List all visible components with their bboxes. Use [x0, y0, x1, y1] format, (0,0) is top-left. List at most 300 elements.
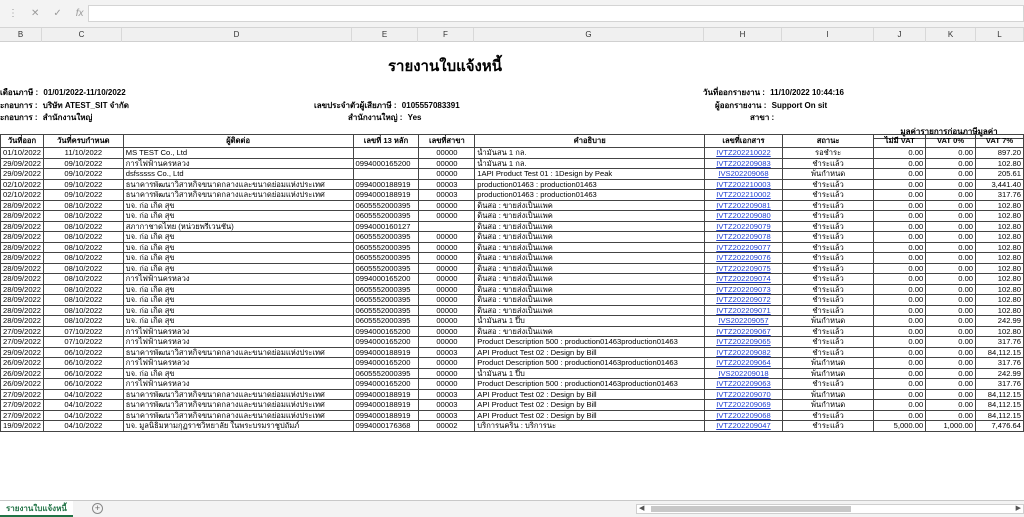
- cell-due-date: 08/10/2022: [44, 284, 124, 295]
- cell-vat0: 0.00: [926, 326, 976, 337]
- cell-contact: dsfsssss Co., Ltd: [123, 169, 353, 180]
- table-row[interactable]: [1, 337, 1024, 348]
- column-header-h[interactable]: H: [704, 28, 782, 42]
- cell-status: พ้นกำหนด: [782, 400, 873, 411]
- cell-branch-no: 00003: [419, 410, 475, 421]
- cell-issue-date: 29/09/2022: [1, 158, 44, 169]
- cell-due-date: 09/10/2022: [44, 179, 124, 190]
- table-row[interactable]: [1, 148, 1024, 159]
- cell-branch-no: 00000: [419, 358, 475, 369]
- table-row[interactable]: [1, 368, 1024, 379]
- cell-vat7: 102.80: [976, 274, 1024, 285]
- cell-issue-date: 28/09/2022: [1, 211, 44, 222]
- cell-description: ดินสอ : ขายส่งเป็นแพค: [475, 305, 705, 316]
- issue-date-row: [703, 86, 844, 99]
- cell-no-vat: 0.00: [874, 158, 926, 169]
- cell-due-date: 04/10/2022: [44, 400, 124, 411]
- cell-vat0: 0.00: [926, 410, 976, 421]
- table-row[interactable]: [1, 316, 1024, 327]
- cell-issue-date: 27/09/2022: [1, 400, 44, 411]
- cell-tax-id: 0994000176368: [353, 421, 419, 432]
- issue-date-value: 11/10/2022 10:44:16: [770, 88, 844, 97]
- cell-due-date: 06/10/2022: [44, 358, 124, 369]
- cell-status: ชำระแล้ว: [782, 326, 873, 337]
- cell-contact: บจ. ก่อ เกิด สุข: [123, 253, 353, 264]
- cell-description: production01463 : production01463: [475, 179, 705, 190]
- cell-no-vat: 0.00: [874, 190, 926, 201]
- table-body: [1, 148, 1024, 432]
- table-row[interactable]: [1, 400, 1024, 411]
- header-vat7[interactable]: VAT 7%: [976, 135, 1024, 148]
- cell-no-vat: 0.00: [874, 169, 926, 180]
- cell-description: ดินสอ : ขายส่งเป็นแพค: [475, 274, 705, 285]
- cell-contact: บจ. ก่อ เกิด สุข: [123, 211, 353, 222]
- cell-vat7: 102.80: [976, 326, 1024, 337]
- cell-vat0: 0.00: [926, 284, 976, 295]
- cell-doc-no[interactable]: IVTZ202209047: [705, 421, 783, 432]
- cell-branch-no: 00003: [419, 389, 475, 400]
- branch2-label: สาขา :: [750, 113, 775, 122]
- branch-label: ะกอบการ :: [0, 113, 38, 122]
- cell-vat7: 242.99: [976, 316, 1024, 327]
- cell-vat7: 7,476.64: [976, 421, 1024, 432]
- cell-no-vat: 0.00: [874, 389, 926, 400]
- header-branch-no[interactable]: เลขที่สาขา: [419, 135, 475, 148]
- cell-due-date: 08/10/2022: [44, 232, 124, 243]
- cell-tax-id: 0605552000395: [353, 284, 419, 295]
- cell-vat7: 102.80: [976, 242, 1024, 253]
- cell-branch-no: 00003: [419, 400, 475, 411]
- scrollbar-thumb[interactable]: [651, 506, 851, 512]
- cell-vat0: 0.00: [926, 211, 976, 222]
- table-row[interactable]: [1, 179, 1024, 190]
- cell-contact: บจ. ก่อ เกิด สุข: [123, 200, 353, 211]
- cell-status: ชำระแล้ว: [782, 211, 873, 222]
- hq-value: Yes: [407, 113, 422, 122]
- cell-vat0: 0.00: [926, 148, 976, 159]
- column-header-b[interactable]: B: [0, 28, 42, 42]
- cell-doc-no[interactable]: IVTZ202210003: [705, 179, 783, 190]
- table-row[interactable]: [1, 158, 1024, 169]
- cell-description: API Product Test 02 : Design by Bill: [475, 400, 705, 411]
- cell-contact: ธนาคารพัฒนาวิสาหกิจขนาดกลางและขนาดย่อมแห่งประเทศ: [123, 179, 353, 190]
- cell-doc-no[interactable]: IVS202209057: [705, 316, 783, 327]
- cell-vat7: 897.20: [976, 148, 1024, 159]
- cell-tax-id: 0994000165200: [353, 379, 419, 390]
- cell-no-vat: 0.00: [874, 221, 926, 232]
- cell-contact: MS TEST Co., Ltd: [123, 148, 353, 159]
- cell-description: API Product Test 02 : Design by Bill: [475, 347, 705, 358]
- table-row[interactable]: [1, 169, 1024, 180]
- cell-doc-no[interactable]: IVTZ202209069: [705, 400, 783, 411]
- cell-issue-date: 27/09/2022: [1, 337, 44, 348]
- formula-controls: [0, 5, 86, 22]
- cell-contact: การไฟฟ้านครหลวง: [123, 326, 353, 337]
- cell-tax-id: 0994000188919: [353, 179, 419, 190]
- cell-due-date: 07/10/2022: [44, 337, 124, 348]
- cell-tax-id: 0994000188919: [353, 400, 419, 411]
- cell-due-date: 08/10/2022: [44, 316, 124, 327]
- cell-due-date: 04/10/2022: [44, 389, 124, 400]
- cell-vat7: 102.80: [976, 200, 1024, 211]
- cancel-icon[interactable]: ✕: [31, 8, 40, 19]
- cell-description: ดินสอ : ขายส่งเป็นแพค: [475, 200, 705, 211]
- header-due-date[interactable]: วันที่ครบกำหนด: [44, 135, 124, 148]
- header-tax-id[interactable]: เลขที่ 13 หลัก: [353, 135, 419, 148]
- cell-doc-no[interactable]: IVTZ202209071: [705, 305, 783, 316]
- table-row[interactable]: [1, 284, 1024, 295]
- branch-row: [0, 111, 92, 124]
- cell-status: ชำระแล้ว: [782, 253, 873, 264]
- invoice-table: [0, 134, 1024, 432]
- table-row[interactable]: [1, 410, 1024, 421]
- fx-icon[interactable]: fx: [75, 8, 84, 19]
- cell-branch-no: 00000: [419, 232, 475, 243]
- cell-description: Product Description 500 : production01463production01463: [475, 379, 705, 390]
- cell-due-date: 11/10/2022: [44, 148, 124, 159]
- cell-branch-no: 00000: [419, 284, 475, 295]
- cell-due-date: 08/10/2022: [44, 263, 124, 274]
- cell-doc-no[interactable]: IVTZ202209080: [705, 211, 783, 222]
- report-title: รายงานใบแจ้งหนี้: [387, 58, 503, 75]
- cell-description: ดินสอ : ขายส่งเป็นแพค: [475, 253, 705, 264]
- cell-due-date: 09/10/2022: [44, 190, 124, 201]
- cell-tax-id: 0605552000395: [353, 305, 419, 316]
- cell-doc-no[interactable]: IVTZ202209064: [705, 358, 783, 369]
- cell-doc-no[interactable]: IVTZ202209067: [705, 326, 783, 337]
- header-issue-date[interactable]: วันที่ออก: [1, 135, 44, 148]
- cell-due-date: 04/10/2022: [44, 421, 124, 432]
- cell-vat7: 102.80: [976, 253, 1024, 264]
- cell-doc-no[interactable]: IVTZ202209083: [705, 158, 783, 169]
- cell-doc-no[interactable]: IVTZ202209063: [705, 379, 783, 390]
- cell-branch-no: 00000: [419, 148, 475, 159]
- cell-due-date: 06/10/2022: [44, 379, 124, 390]
- cell-vat7: 102.80: [976, 305, 1024, 316]
- cell-vat7: 84,112.15: [976, 389, 1024, 400]
- cell-vat0: 0.00: [926, 158, 976, 169]
- column-header-g[interactable]: G: [474, 28, 704, 42]
- header-doc-no[interactable]: เลขที่เอกสาร: [705, 135, 783, 148]
- cell-issue-date: 19/09/2022: [1, 421, 44, 432]
- cell-due-date: 09/10/2022: [44, 158, 124, 169]
- cell-contact: การไฟฟ้านครหลวง: [123, 158, 353, 169]
- cell-vat0: 0.00: [926, 316, 976, 327]
- table-header-row: [1, 135, 1024, 148]
- cell-description: ดินสอ : ขายส่งเป็นแพค: [475, 232, 705, 243]
- cell-no-vat: 0.00: [874, 200, 926, 211]
- hq-label: สำนักงานใหญ่ :: [348, 113, 403, 122]
- cell-issue-date: 28/09/2022: [1, 274, 44, 285]
- cell-description: 1API Product Test 01 : 1Design by Peak: [475, 169, 705, 180]
- hq-row: [348, 111, 421, 124]
- period-value: 01/01/2022-11/10/2022: [43, 88, 126, 97]
- cell-issue-date: 02/10/2022: [1, 190, 44, 201]
- cell-no-vat: 0.00: [874, 242, 926, 253]
- cell-doc-no[interactable]: IVS202209018: [705, 368, 783, 379]
- cell-issue-date: 28/09/2022: [1, 221, 44, 232]
- cell-doc-no[interactable]: IVTZ202209075: [705, 263, 783, 274]
- table-row[interactable]: [1, 211, 1024, 222]
- table-row[interactable]: [1, 200, 1024, 211]
- cell-issue-date: 27/09/2022: [1, 410, 44, 421]
- confirm-icon[interactable]: ✓: [53, 8, 62, 19]
- cell-no-vat: 0.00: [874, 347, 926, 358]
- table-row[interactable]: [1, 305, 1024, 316]
- cell-no-vat: 0.00: [874, 263, 926, 274]
- cell-doc-no[interactable]: IVTZ202209072: [705, 295, 783, 306]
- cell-status: ชำระแล้ว: [782, 200, 873, 211]
- cell-branch-no: 00000: [419, 274, 475, 285]
- column-header-f[interactable]: F: [418, 28, 474, 42]
- cell-tax-id: 0605552000395: [353, 242, 419, 253]
- header-contact[interactable]: ผู้ติดต่อ: [123, 135, 353, 148]
- header-vat0[interactable]: VAT 0%: [926, 135, 976, 148]
- cell-branch-no: 00000: [419, 169, 475, 180]
- cell-branch-no: 00000: [419, 337, 475, 348]
- cell-vat7: 84,112.15: [976, 400, 1024, 411]
- cell-vat7: 102.80: [976, 263, 1024, 274]
- cell-tax-id: 0605552000395: [353, 316, 419, 327]
- cell-due-date: 06/10/2022: [44, 368, 124, 379]
- cell-vat7: 102.80: [976, 284, 1024, 295]
- column-header-d[interactable]: D: [122, 28, 352, 42]
- period-label: เดือนภาษี :: [0, 88, 39, 97]
- cell-branch-no: [419, 221, 475, 232]
- column-header-k[interactable]: K: [926, 28, 976, 42]
- company-value: บริษัท ATEST_SIT จำกัด: [42, 101, 129, 110]
- cell-contact: การไฟฟ้านครหลวง: [123, 274, 353, 285]
- cell-status: ชำระแล้ว: [782, 337, 873, 348]
- cell-issue-date: 26/09/2022: [1, 358, 44, 369]
- cell-tax-id: 0605552000395: [353, 211, 419, 222]
- cell-vat0: 0.00: [926, 389, 976, 400]
- cell-status: พ้นกำหนด: [782, 316, 873, 327]
- cell-status: ชำระแล้ว: [782, 190, 873, 201]
- cell-branch-no: 00000: [419, 316, 475, 327]
- cell-description: Product Description 500 : production01463production01463: [475, 337, 705, 348]
- table-row[interactable]: [1, 274, 1024, 285]
- table-row[interactable]: [1, 421, 1024, 432]
- cell-contact: บจ. ก่อ เกิด สุข: [123, 316, 353, 327]
- add-sheet-icon[interactable]: +: [92, 503, 103, 514]
- table-row[interactable]: [1, 295, 1024, 306]
- header-description[interactable]: คำอธิบาย: [475, 135, 705, 148]
- cell-doc-no[interactable]: IVTZ202209070: [705, 389, 783, 400]
- cell-status: พ้นกำหนด: [782, 389, 873, 400]
- branch2-row: [750, 111, 777, 124]
- cell-no-vat: 0.00: [874, 148, 926, 159]
- table-row[interactable]: [1, 379, 1024, 390]
- table-row[interactable]: [1, 221, 1024, 232]
- cell-branch-no: 00003: [419, 190, 475, 201]
- cell-doc-no[interactable]: IVTZ202209065: [705, 337, 783, 348]
- cell-doc-no[interactable]: IVTZ202209076: [705, 253, 783, 264]
- cell-no-vat: 5,000.00: [874, 421, 926, 432]
- cell-branch-no: 00000: [419, 326, 475, 337]
- company-label: ะกอบการ :: [0, 101, 38, 110]
- table-row[interactable]: [1, 358, 1024, 369]
- cell-tax-id: 0605552000395: [353, 368, 419, 379]
- period-row: [0, 86, 126, 99]
- cell-branch-no: 00002: [419, 421, 475, 432]
- cell-vat0: 1,000.00: [926, 421, 976, 432]
- taxid-value: 0105557083391: [401, 101, 460, 110]
- cell-vat0: 0.00: [926, 221, 976, 232]
- cell-description: ดินสอ : ขายส่งเป็นแพค: [475, 211, 705, 222]
- cell-status: พ้นกำหนด: [782, 358, 873, 369]
- cell-tax-id: 0994000165200: [353, 326, 419, 337]
- cell-due-date: 08/10/2022: [44, 274, 124, 285]
- scroll-left-icon[interactable]: ◀: [639, 505, 645, 512]
- cell-status: ชำระแล้ว: [782, 284, 873, 295]
- cell-vat0: 0.00: [926, 295, 976, 306]
- cell-status: พ้นกำหนด: [782, 169, 873, 180]
- cell-vat7: 84,112.15: [976, 410, 1024, 421]
- cell-status: ชำระแล้ว: [782, 242, 873, 253]
- cell-description: Product Description 500 : production01463production01463: [475, 358, 705, 369]
- more-icon: ⋮: [8, 8, 17, 19]
- cell-vat7: 84,112.15: [976, 347, 1024, 358]
- formula-bar: [0, 0, 1024, 28]
- cell-tax-id: 0605552000395: [353, 253, 419, 264]
- cell-issue-date: 28/09/2022: [1, 284, 44, 295]
- cell-tax-id: 0994000165200: [353, 158, 419, 169]
- column-header-c[interactable]: C: [42, 28, 122, 42]
- table-row[interactable]: [1, 242, 1024, 253]
- cell-no-vat: 0.00: [874, 337, 926, 348]
- cell-issue-date: 28/09/2022: [1, 232, 44, 243]
- header-status[interactable]: สถานะ: [782, 135, 873, 148]
- cell-doc-no[interactable]: IVTZ202209079: [705, 221, 783, 232]
- table-row[interactable]: [1, 253, 1024, 264]
- worksheet[interactable]: [0, 42, 1024, 500]
- cell-no-vat: 0.00: [874, 284, 926, 295]
- table-row[interactable]: [1, 232, 1024, 243]
- cell-branch-no: 00000: [419, 379, 475, 390]
- cell-status: ชำระแล้ว: [782, 305, 873, 316]
- cell-branch-no: 00003: [419, 179, 475, 190]
- table-row[interactable]: [1, 263, 1024, 274]
- cell-description: API Product Test 02 : Design by Bill: [475, 410, 705, 421]
- cell-branch-no: 00000: [419, 211, 475, 222]
- scroll-right-icon[interactable]: ▶: [1015, 505, 1021, 512]
- cell-no-vat: 0.00: [874, 179, 926, 190]
- cell-contact: ธนาคารพัฒนาวิสาหกิจขนาดกลางและขนาดย่อมแห่งประเทศ: [123, 410, 353, 421]
- horizontal-scrollbar[interactable]: [636, 504, 1024, 514]
- cell-branch-no: 00003: [419, 347, 475, 358]
- column-header-j[interactable]: J: [874, 28, 926, 42]
- column-header-i[interactable]: I: [782, 28, 874, 42]
- cell-description: ดินสอ : ขายส่งเป็นแพค: [475, 263, 705, 274]
- cell-tax-id: 0605552000395: [353, 295, 419, 306]
- table-row[interactable]: [1, 326, 1024, 337]
- cell-status: ชำระแล้ว: [782, 274, 873, 285]
- cell-vat7: 317.76: [976, 337, 1024, 348]
- cell-contact: บจ. มูลนิธิมหามกุฏราชวิทยาลัย ในพระบรมราชูปถัมภ์: [123, 421, 353, 432]
- cell-doc-no[interactable]: IVTZ202209078: [705, 232, 783, 243]
- cell-vat0: 0.00: [926, 379, 976, 390]
- cell-doc-no[interactable]: IVTZ202209081: [705, 200, 783, 211]
- cell-issue-date: 02/10/2022: [1, 179, 44, 190]
- cell-no-vat: 0.00: [874, 274, 926, 285]
- cell-doc-no[interactable]: IVTZ202209082: [705, 347, 783, 358]
- cell-issue-date: 01/10/2022: [1, 148, 44, 159]
- issuer-label: ผู้ออกรายงาน :: [715, 101, 767, 110]
- cell-no-vat: 0.00: [874, 400, 926, 411]
- cell-doc-no[interactable]: IVS202209068: [705, 169, 783, 180]
- cell-issue-date: 26/09/2022: [1, 368, 44, 379]
- cell-description: บริการนคริน : บริการนะ: [475, 421, 705, 432]
- cell-vat7: 102.80: [976, 221, 1024, 232]
- cell-no-vat: 0.00: [874, 410, 926, 421]
- cell-due-date: 06/10/2022: [44, 347, 124, 358]
- cell-doc-no[interactable]: IVTZ202210022: [705, 148, 783, 159]
- table-row[interactable]: [1, 347, 1024, 358]
- cell-contact: ธนาคารพัฒนาวิสาหกิจขนาดกลางและขนาดย่อมแห่งประเทศ: [123, 190, 353, 201]
- cell-tax-id: 0994000165200: [353, 358, 419, 369]
- cell-branch-no: 00000: [419, 158, 475, 169]
- cell-doc-no[interactable]: IVTZ202209077: [705, 242, 783, 253]
- issue-date-label: วันที่ออกรายงาน :: [703, 88, 765, 97]
- cell-no-vat: 0.00: [874, 326, 926, 337]
- cell-vat0: 0.00: [926, 358, 976, 369]
- table-row[interactable]: [1, 389, 1024, 400]
- cell-vat0: 0.00: [926, 263, 976, 274]
- cell-tax-id: 0994000188919: [353, 389, 419, 400]
- cell-issue-date: 26/09/2022: [1, 379, 44, 390]
- header-no-vat[interactable]: ไม่มี VAT: [874, 135, 926, 148]
- cell-doc-no[interactable]: IVTZ202209073: [705, 284, 783, 295]
- cell-vat7: 102.80: [976, 232, 1024, 243]
- cell-doc-no[interactable]: IVTZ202210002: [705, 190, 783, 201]
- cell-contact: บจ. ก่อ เกิด สุข: [123, 368, 353, 379]
- cell-issue-date: 28/09/2022: [1, 200, 44, 211]
- group-header: มูลค่ารายการก่อนภาษีมูลค่า: [874, 125, 1024, 139]
- cell-issue-date: 28/09/2022: [1, 242, 44, 253]
- cell-no-vat: 0.00: [874, 368, 926, 379]
- cell-description: น้ำมันสน 1 ปี๊บ: [475, 316, 705, 327]
- column-header-e[interactable]: E: [352, 28, 418, 42]
- cell-doc-no[interactable]: IVTZ202209074: [705, 274, 783, 285]
- cell-vat7: 242.99: [976, 368, 1024, 379]
- cell-contact: บจ. ก่อ เกิด สุข: [123, 232, 353, 243]
- cell-status: ชำระแล้ว: [782, 221, 873, 232]
- cell-tax-id: [353, 148, 419, 159]
- cell-branch-no: 00000: [419, 242, 475, 253]
- cell-no-vat: 0.00: [874, 305, 926, 316]
- cell-branch-no: 00000: [419, 263, 475, 274]
- cell-due-date: 08/10/2022: [44, 305, 124, 316]
- cell-doc-no[interactable]: IVTZ202209068: [705, 410, 783, 421]
- cell-contact: บจ. ก่อ เกิด สุข: [123, 295, 353, 306]
- branch-value: สำนักงานใหญ่: [42, 113, 93, 122]
- table-row[interactable]: [1, 190, 1024, 201]
- cell-vat0: 0.00: [926, 253, 976, 264]
- cell-status: ชำระแล้ว: [782, 232, 873, 243]
- formula-input[interactable]: [88, 5, 1024, 22]
- column-header-l[interactable]: L: [976, 28, 1024, 42]
- cell-status: ชำระแล้ว: [782, 410, 873, 421]
- cell-issue-date: 28/09/2022: [1, 263, 44, 274]
- cell-issue-date: 29/09/2022: [1, 347, 44, 358]
- cell-no-vat: 0.00: [874, 211, 926, 222]
- sheet-tab-invoice-report[interactable]: รายงานใบแจ้งหนี้: [0, 501, 73, 517]
- cell-description: น้ำมันสน 1 ปี๊บ: [475, 368, 705, 379]
- cell-contact: บจ. ก่อ เกิด สุข: [123, 305, 353, 316]
- cell-tax-id: [353, 169, 419, 180]
- cell-tax-id: 0994000165200: [353, 337, 419, 348]
